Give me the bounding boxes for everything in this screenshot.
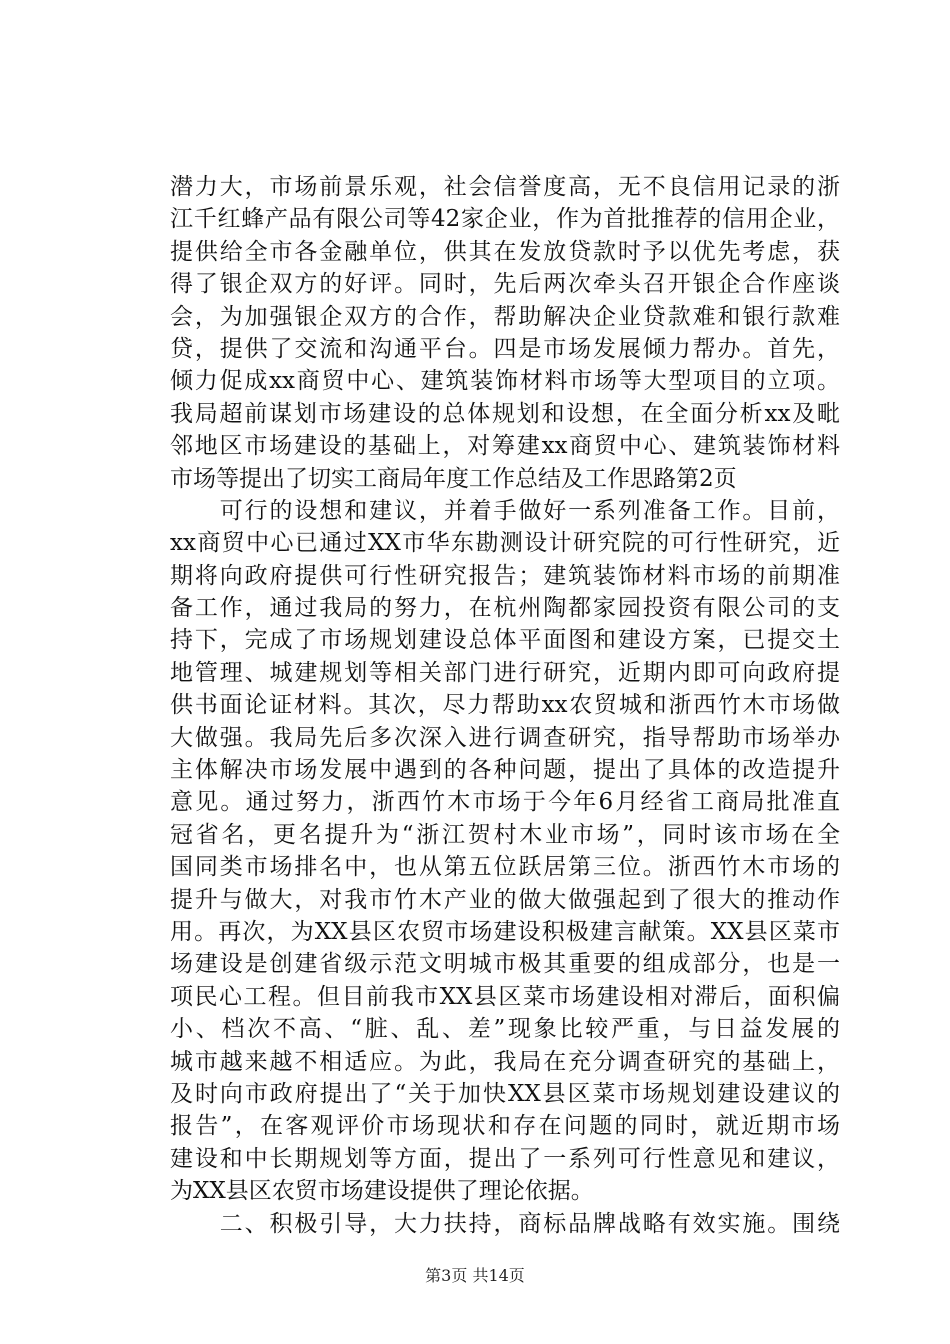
text-line: 可行的设想和建议，并着手做好一系列准备工作。目前， bbox=[170, 497, 840, 524]
text-line: 大做强。我局先后多次深入进行调查研究，指导帮助市场举办 bbox=[170, 724, 840, 751]
page-footer bbox=[0, 1266, 950, 1286]
text-line: 会，为加强银企双方的合作，帮助解决企业贷款难和银行款难 bbox=[170, 303, 840, 330]
text-line: 为XX县区农贸市场建设提供了理论依据。 bbox=[170, 1178, 594, 1205]
paragraph-1 bbox=[170, 171, 840, 495]
text-line: 我局超前谋划市场建设的总体规划和设想，在全面分析xx及毗 bbox=[170, 400, 840, 427]
text-line: 提供给全市各金融单位，供其在发放贷款时予以优先考虑，获 bbox=[170, 238, 840, 265]
text-line: 江千红蜂产品有限公司等42家企业，作为首批推荐的信用企业， bbox=[170, 206, 840, 233]
text-line: 备工作，通过我局的努力，在杭州陶都家园投资有限公司的支 bbox=[170, 595, 840, 622]
text-line: 二、积极引导，大力扶持，商标品牌战略有效实施。围绕 bbox=[170, 1210, 840, 1237]
text-line: 国同类市场排名中，也从第五位跃居第三位。浙西竹木市场的 bbox=[170, 854, 840, 881]
page-number: 第3页 共14页 bbox=[425, 1266, 525, 1285]
text-line: 潜力大，市场前景乐观，社会信誉度高，无不良信用记录的浙 bbox=[170, 174, 840, 200]
text-line: 建设和中长期规划等方面，提出了一系列可行性意见和建议， bbox=[170, 1145, 840, 1172]
text-line: 地管理、城建规划等相关部门进行研究，近期内即可向政府提 bbox=[170, 659, 840, 686]
text-line: 倾力促成xx商贸中心、建筑装饰材料市场等大型项目的立项。 bbox=[170, 368, 840, 395]
text-line: 主体解决市场发展中遇到的各种问题，提出了具体的改造提升 bbox=[170, 757, 840, 784]
text-line: 意见。通过努力，浙西竹木市场于今年6月经省工商局批准直 bbox=[170, 789, 840, 816]
text-line: 报告”，在客观评价市场现状和存在问题的同时，就近期市场 bbox=[170, 1113, 840, 1140]
text-line: 期将向政府提供可行性研究报告；建筑装饰材料市场的前期准 bbox=[170, 562, 840, 589]
text-line: 用。再次，为XX县区农贸市场建设积极建言献策。XX县区菜市 bbox=[170, 918, 840, 945]
text-line: 项民心工程。但目前我市XX县区菜市场建设相对滞后，面积偏 bbox=[170, 983, 840, 1010]
text-line: 持下，完成了市场规划建设总体平面图和建设方案，已提交土 bbox=[170, 627, 840, 654]
paragraph-2 bbox=[170, 495, 840, 1208]
paragraph-3 bbox=[170, 1208, 840, 1240]
text-line: 市场等提出了切实工商局年度工作总结及工作思路第2页 bbox=[170, 465, 737, 492]
text-line: 供书面论证材料。其次，尽力帮助xx农贸城和浙西竹木市场做 bbox=[170, 692, 840, 719]
text-line: 邻地区市场建设的基础上，对筹建xx商贸中心、建筑装饰材料 bbox=[170, 433, 840, 460]
body-text bbox=[170, 171, 840, 1240]
text-line: 提升与做大，对我市竹木产业的做大做强起到了很大的推动作 bbox=[170, 886, 840, 913]
text-line: 场建设是创建省级示范文明城市极其重要的组成部分，也是一 bbox=[170, 951, 840, 978]
text-line: 及时向市政府提出了“关于加快XX县区菜市场规划建设建议的 bbox=[170, 1080, 840, 1107]
text-line: 小、档次不高、“脏、乱、差”现象比较严重，与日益发展的 bbox=[170, 1016, 840, 1043]
text-line: 贷，提供了交流和沟通平台。四是市场发展倾力帮办。首先， bbox=[170, 335, 840, 362]
text-line: 城市越来越不相适应。为此，我局在充分调查研究的基础上， bbox=[170, 1048, 840, 1075]
text-line: 冠省名，更名提升为“浙江贺村木业市场”，同时该市场在全 bbox=[170, 821, 840, 848]
text-line: xx商贸中心已通过XX市华东勘测设计研究院的可行性研究，近 bbox=[170, 530, 840, 557]
text-line: 得了银企双方的好评。同时，先后两次牵头召开银企合作座谈 bbox=[170, 271, 840, 298]
